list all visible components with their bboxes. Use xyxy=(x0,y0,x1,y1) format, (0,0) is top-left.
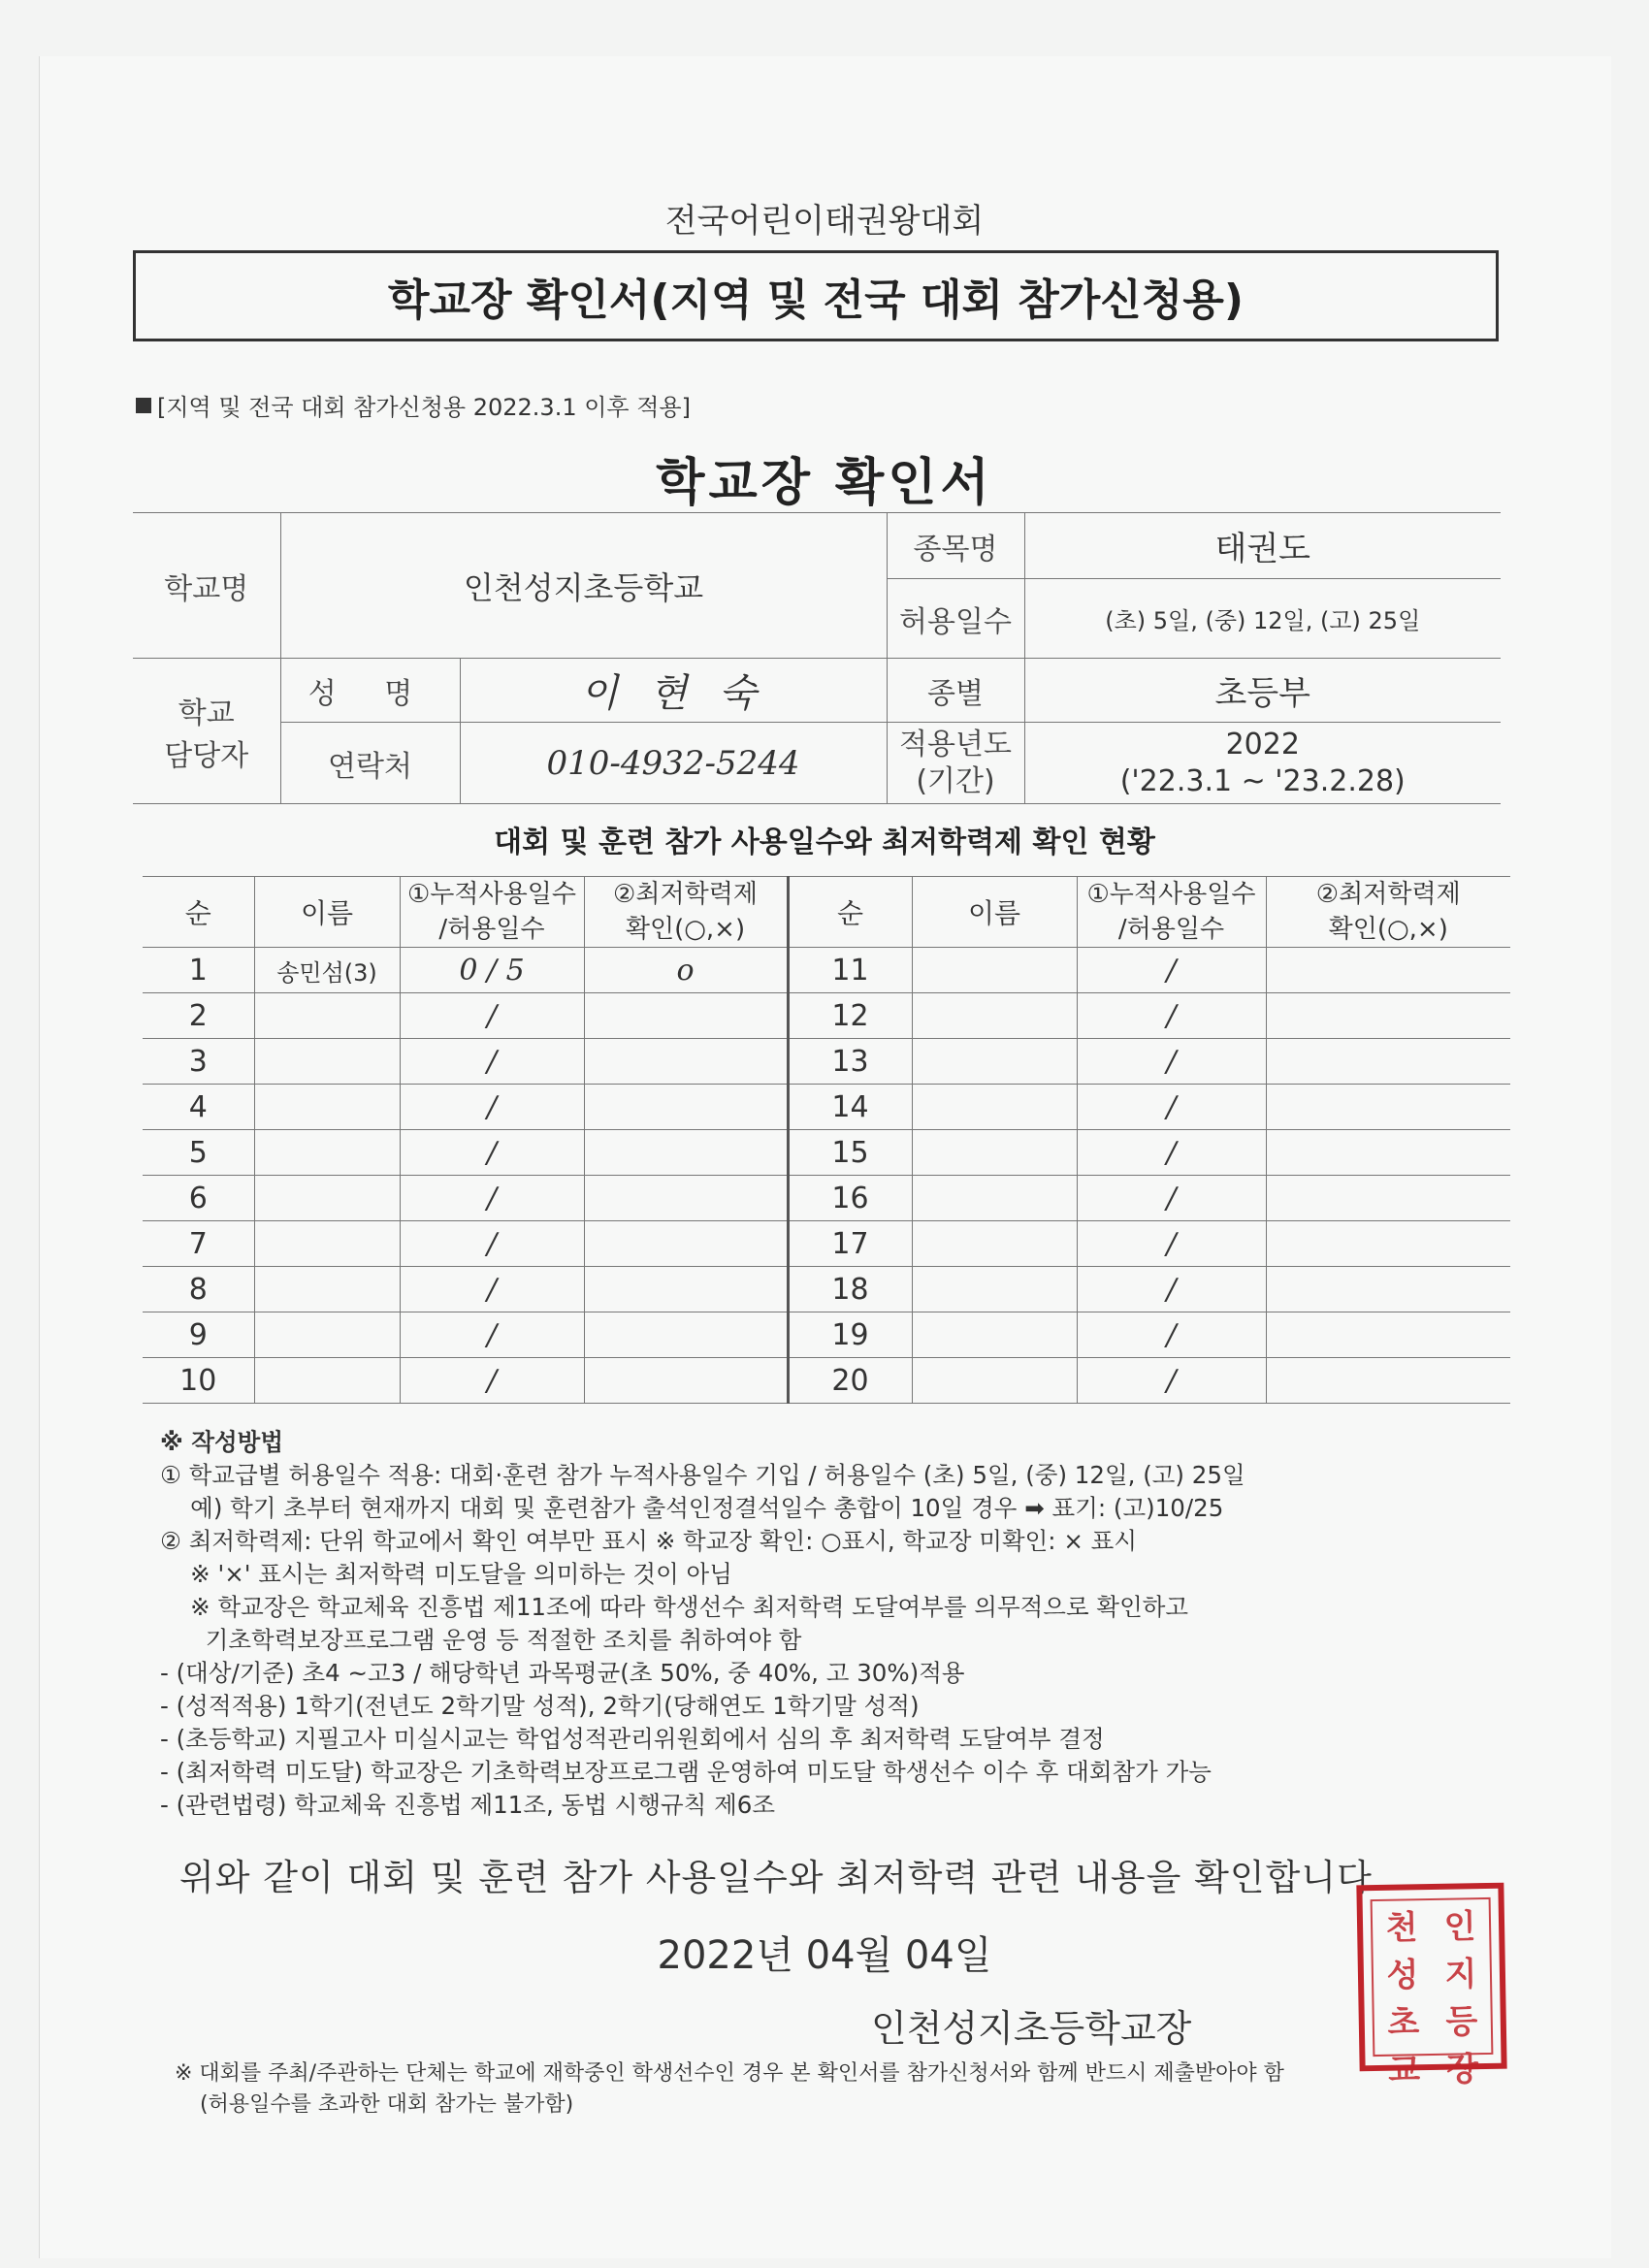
method-line: - (성적적용) 1학기(전년도 2학기말 성적), 2학기(당해연도 1학기말 성적) xyxy=(160,1692,920,1720)
table-row xyxy=(143,1312,1510,1358)
main-title: 학교장 확인서 xyxy=(656,454,993,512)
row-days: / xyxy=(1077,1312,1266,1358)
row-no: 18 xyxy=(788,1267,912,1312)
row-days: / xyxy=(400,1312,584,1358)
row-no: 17 xyxy=(788,1221,912,1267)
header-no: 순 xyxy=(143,877,254,948)
row-days: / xyxy=(1077,1221,1266,1267)
row-days: / xyxy=(1077,1176,1266,1221)
header-days: ①누적사용일수 /허용일수 xyxy=(400,877,584,948)
row-name xyxy=(912,1039,1077,1085)
header-name-2: 이름 xyxy=(912,877,1077,948)
official-seal-stamp xyxy=(1356,1883,1506,2090)
notice-line xyxy=(136,388,691,422)
row-academic: o xyxy=(584,948,788,993)
event-title: 전국어린이태권왕대회 xyxy=(664,202,985,241)
row-no: 13 xyxy=(788,1039,912,1085)
sport-label: 종목명 xyxy=(887,513,1024,579)
row-academic xyxy=(584,1358,788,1404)
row-days: / xyxy=(400,993,584,1039)
row-name xyxy=(912,1312,1077,1358)
row-name xyxy=(254,1221,400,1267)
row-no: 3 xyxy=(143,1039,254,1085)
manager-label: 학교 담당자 xyxy=(133,659,280,804)
row-days: / xyxy=(1077,948,1266,993)
notice-text: [지역 및 전국 대회 참가신청용 2022.3.1 이후 적용] xyxy=(157,394,691,421)
row-academic xyxy=(1266,1085,1510,1130)
row-academic xyxy=(1266,993,1510,1039)
header-days-2: ①누적사용일수 /허용일수 xyxy=(1077,877,1266,948)
row-academic xyxy=(1266,1267,1510,1312)
row-name xyxy=(912,1176,1077,1221)
row-days: / xyxy=(400,1221,584,1267)
footnote-2: (허용일수를 초과한 대회 참가는 불가함) xyxy=(200,2092,574,2117)
school-name: 인천성지초등학교 xyxy=(280,513,887,659)
year-label: 적용년도 (기간) xyxy=(887,723,1024,804)
row-name xyxy=(912,1221,1077,1267)
contact-label: 연락처 xyxy=(280,723,460,804)
row-no: 5 xyxy=(143,1130,254,1176)
row-name xyxy=(912,1358,1077,1404)
row-no: 20 xyxy=(788,1358,912,1404)
header-academic: ②최저학력제 확인(○,×) xyxy=(584,877,788,948)
row-no: 2 xyxy=(143,993,254,1039)
header-name: 이름 xyxy=(254,877,400,948)
seal-glyphs: 천 인 성 지 초 등 교 장 xyxy=(1371,1897,1494,2057)
row-days: / xyxy=(1077,993,1266,1039)
principal-signature: 인천성지초등학교장 xyxy=(871,2007,1192,2050)
category-label: 종별 xyxy=(887,659,1024,723)
row-name xyxy=(254,1176,400,1221)
row-no: 10 xyxy=(143,1358,254,1404)
row-days: / xyxy=(1077,1267,1266,1312)
row-name xyxy=(254,1039,400,1085)
row-academic xyxy=(1266,948,1510,993)
row-days: / xyxy=(1077,1358,1266,1404)
method-line: ① 학교급별 허용일수 적용: 대회·훈련 참가 누적사용일수 기입 / 허용일수 (초) 5일, (중) 12일, (고) 25일 xyxy=(160,1461,1245,1489)
writing-method xyxy=(160,1426,1518,1822)
row-days: / xyxy=(400,1267,584,1312)
method-heading: ※ 작성방법 xyxy=(160,1428,284,1456)
row-academic xyxy=(1266,1221,1510,1267)
row-academic xyxy=(584,993,788,1039)
row-name xyxy=(254,1312,400,1358)
row-no: 12 xyxy=(788,993,912,1039)
allow-days-label: 허용일수 xyxy=(887,579,1024,659)
section-title: 대회 및 훈련 참가 사용일수와 최저학력제 확인 현황 xyxy=(494,826,1155,859)
footnote-1: ※ 대회를 주최/주관하는 단체는 학교에 재학중인 학생선수인 경우 본 확인서를 참가신청서와 함께 반드시 제출받아야 함 xyxy=(175,2061,1284,2086)
row-name xyxy=(912,1267,1077,1312)
row-academic xyxy=(1266,1312,1510,1358)
name-value: 이 현 숙 xyxy=(460,659,887,723)
table-row xyxy=(143,1085,1510,1130)
row-name xyxy=(912,993,1077,1039)
allow-days-value: (초) 5일, (중) 12일, (고) 25일 xyxy=(1024,579,1501,659)
table-row xyxy=(143,1358,1510,1404)
header-academic-2: ②최저학력제 확인(○,×) xyxy=(1266,877,1510,948)
row-no: 11 xyxy=(788,948,912,993)
row-academic xyxy=(584,1221,788,1267)
row-academic xyxy=(1266,1176,1510,1221)
row-academic xyxy=(1266,1358,1510,1404)
row-name xyxy=(912,1085,1077,1130)
method-line: - (관련법령) 학교체육 진흥법 제11조, 동법 시행규칙 제6조 xyxy=(160,1791,776,1819)
school-label: 학교명 xyxy=(133,513,280,659)
row-days: / xyxy=(1077,1085,1266,1130)
row-academic xyxy=(584,1312,788,1358)
row-academic xyxy=(1266,1039,1510,1085)
row-days: / xyxy=(1077,1130,1266,1176)
table-row xyxy=(143,948,1510,993)
row-no: 4 xyxy=(143,1085,254,1130)
row-name xyxy=(912,1130,1077,1176)
method-lines xyxy=(160,1459,1518,1822)
footnotes xyxy=(175,2058,1284,2121)
row-days: / xyxy=(400,1039,584,1085)
row-days: 0 / 5 xyxy=(400,948,584,993)
contact-value: 010-4932-5244 xyxy=(460,723,887,804)
row-name xyxy=(254,1085,400,1130)
issue-date: 2022년 04월 04일 xyxy=(657,1933,992,1978)
method-line: ※ 학교장은 학교체육 진흥법 제11조에 따라 학생선수 최저학력 도달여부를 의무적으로 확인하고 xyxy=(160,1593,1189,1621)
row-no: 19 xyxy=(788,1312,912,1358)
row-no: 9 xyxy=(143,1312,254,1358)
row-no: 15 xyxy=(788,1130,912,1176)
table-row xyxy=(143,1039,1510,1085)
row-academic xyxy=(584,1267,788,1312)
row-no: 16 xyxy=(788,1176,912,1221)
row-days: / xyxy=(400,1176,584,1221)
row-days: / xyxy=(400,1358,584,1404)
table-row xyxy=(143,1176,1510,1221)
row-name xyxy=(254,1130,400,1176)
method-line: ② 최저학력제: 단위 학교에서 확인 여부만 표시 ※ 학교장 확인: ○표시, 학교장 미확인: × 표시 xyxy=(160,1527,1137,1555)
table-row xyxy=(143,1221,1510,1267)
document-title-box: 학교장 확인서(지역 및 전국 대회 참가신청용) xyxy=(133,250,1499,341)
year-value: 2022 xyxy=(1225,727,1300,761)
method-line: - (대상/기준) 초4 ~고3 / 해당학년 과목평균(초 50%, 중 40%, 고 30%)적용 xyxy=(160,1659,965,1687)
method-line: - (초등학교) 지필고사 미실시교는 학업성적관리위원회에서 심의 후 최저학력 도달여부 결정 xyxy=(160,1725,1105,1753)
confirmation-statement: 위와 같이 대회 및 훈련 참가 사용일수와 최저학력 관련 내용을 확인합니다 xyxy=(179,1857,1373,1898)
period-value: ('22.3.1 ~ '23.2.28) xyxy=(1119,763,1406,798)
method-line: 예) 학기 초부터 현재까지 대회 및 훈련참가 출석인정결석일수 총합이 10일 경우 ➡ 표기: (고)10/25 xyxy=(160,1494,1224,1522)
row-days: / xyxy=(400,1085,584,1130)
row-days: / xyxy=(400,1130,584,1176)
row-no: 14 xyxy=(788,1085,912,1130)
table-row xyxy=(143,1130,1510,1176)
row-academic xyxy=(584,1085,788,1130)
row-no: 6 xyxy=(143,1176,254,1221)
school-info-table xyxy=(133,512,1501,804)
method-line: ※ '×' 표시는 최저학력 미도달을 의미하는 것이 아님 xyxy=(160,1560,732,1588)
header-no-2: 순 xyxy=(788,877,912,948)
row-no: 7 xyxy=(143,1221,254,1267)
roster-table xyxy=(143,876,1510,1404)
row-no: 8 xyxy=(143,1267,254,1312)
table-row xyxy=(143,1267,1510,1312)
row-days: / xyxy=(1077,1039,1266,1085)
row-academic xyxy=(1266,1130,1510,1176)
sport-value: 태권도 xyxy=(1024,513,1501,579)
row-academic xyxy=(584,1039,788,1085)
year-cell xyxy=(1024,723,1501,804)
row-academic xyxy=(584,1130,788,1176)
category-value: 초등부 xyxy=(1024,659,1501,723)
table-row xyxy=(143,993,1510,1039)
row-name: 송민섬(3) xyxy=(254,948,400,993)
name-label: 성 명 xyxy=(280,659,460,723)
row-academic xyxy=(584,1176,788,1221)
row-name xyxy=(254,1267,400,1312)
row-name xyxy=(254,993,400,1039)
row-name xyxy=(912,948,1077,993)
row-name xyxy=(254,1358,400,1404)
method-line: 기초학력보장프로그램 운영 등 적절한 조치를 취하여야 함 xyxy=(160,1626,802,1654)
square-bullet-icon xyxy=(136,398,151,413)
row-no: 1 xyxy=(143,948,254,993)
method-line: - (최저학력 미도달) 학교장은 기초학력보장프로그램 운영하여 미도달 학생선수 이수 후 대회참가 가능 xyxy=(160,1758,1212,1786)
